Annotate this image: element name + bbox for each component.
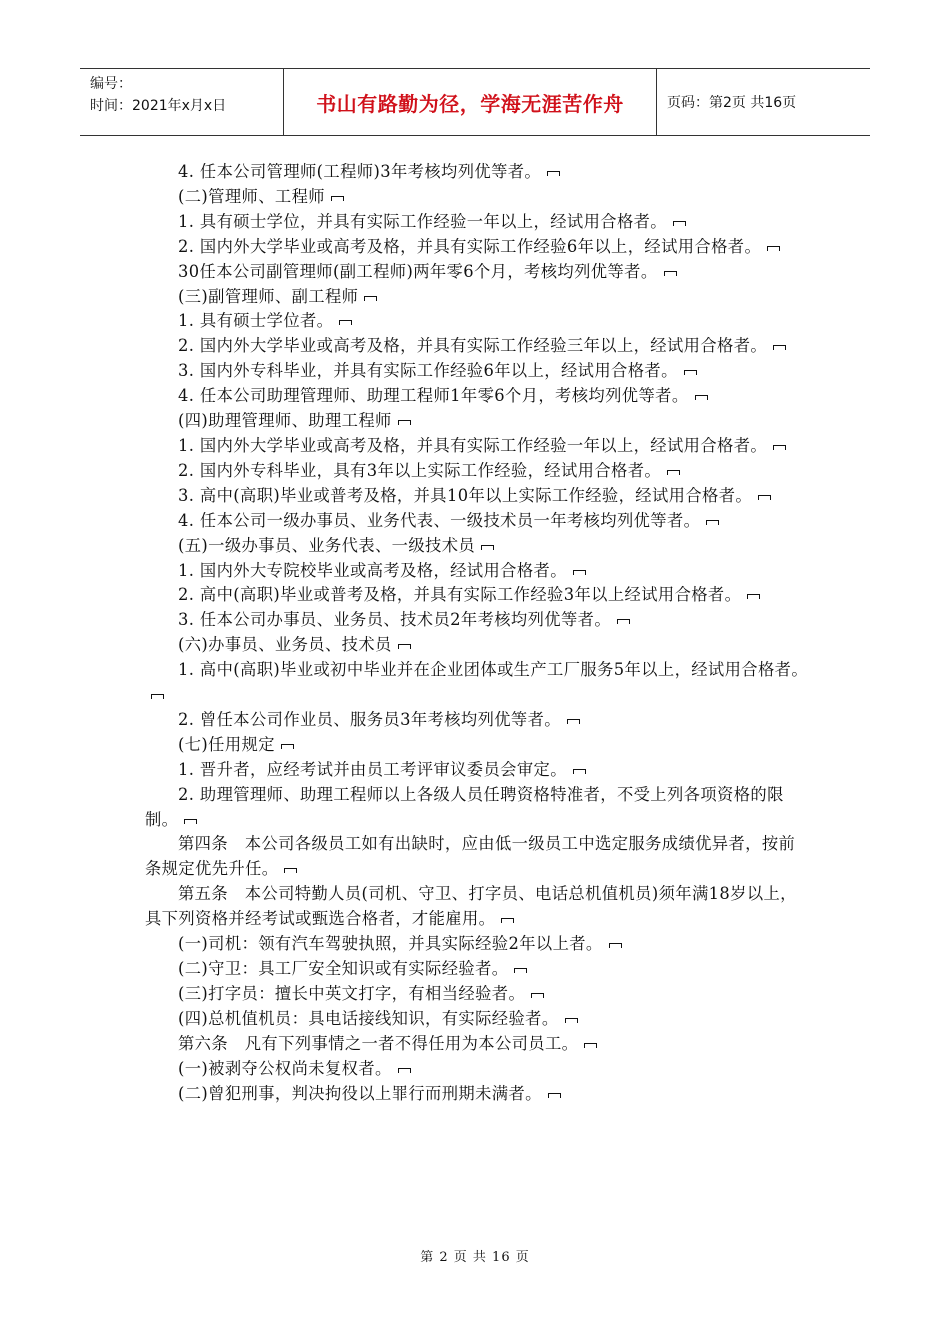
paragraph — [145, 509, 810, 534]
paragraph-mark-icon — [573, 769, 586, 774]
paragraph — [145, 832, 810, 882]
paragraph-mark-icon — [398, 1068, 411, 1073]
paragraph-mark-icon — [281, 744, 294, 749]
paragraph — [145, 1057, 810, 1082]
paragraph — [145, 235, 810, 260]
paragraph — [145, 185, 810, 210]
paragraph-text: 30任本公司副管理师(副工程师)两年零6个月，考核均列优等者。 — [178, 261, 658, 281]
paragraph — [145, 733, 810, 758]
paragraph — [145, 633, 810, 658]
paragraph-mark-icon — [331, 196, 344, 201]
paragraph-text: (二)曾犯刑事，判决拘役以上罪行而刑期未满者。 — [178, 1083, 542, 1103]
paragraph-mark-icon — [481, 545, 494, 550]
paragraph-text: 1. 国内外大学毕业或高考及格，并具有实际工作经验一年以上，经试用合格者。 — [178, 435, 768, 455]
paragraph — [145, 285, 810, 310]
paragraph — [145, 359, 810, 384]
document-number-label: 编号： — [90, 76, 132, 92]
paragraph-mark-icon — [339, 320, 352, 325]
paragraph-mark-icon — [609, 943, 622, 948]
paragraph-mark-icon — [364, 296, 377, 301]
paragraph-mark-icon — [617, 619, 630, 624]
paragraph-mark-icon — [706, 520, 719, 525]
paragraph — [145, 608, 810, 633]
paragraph-mark-icon — [398, 420, 411, 425]
paragraph-mark-icon — [547, 171, 560, 176]
paragraph-mark-icon — [184, 819, 197, 824]
paragraph-mark-icon — [773, 345, 786, 350]
paragraph — [145, 957, 810, 982]
paragraph — [145, 434, 810, 459]
paragraph — [145, 409, 810, 434]
page-header — [80, 68, 870, 136]
paragraph — [145, 708, 810, 733]
paragraph-mark-icon — [684, 370, 697, 375]
paragraph-text: 1. 高中(高职)毕业或初中毕业并在企业团体或生产工厂服务5年以上，经试用合格者。 — [178, 660, 809, 680]
paragraph-text: 1. 具有硕士学位者。 — [178, 311, 334, 331]
paragraph — [145, 1032, 810, 1057]
header-page-number: 页码：第2页 共16页 — [667, 95, 797, 111]
paragraph — [145, 932, 810, 957]
paragraph-text: 1. 晋升者，应经考试并由员工考评审议委员会审定。 — [178, 759, 567, 779]
paragraph — [145, 334, 810, 359]
paragraph-text: 4. 任本公司管理师(工程师)3年考核均列优等者。 — [178, 162, 542, 181]
paragraph-text: 4. 任本公司助理管理师、助理工程师1年零6个月，考核均列优等者。 — [178, 386, 689, 406]
paragraph — [145, 758, 810, 783]
paragraph-text: 3. 任本公司办事员、业务员、技术员2年考核均列优等者。 — [178, 610, 612, 630]
paragraph-mark-icon — [767, 246, 780, 251]
page-footer: 第 2 页 共 16 页 — [420, 1250, 530, 1265]
paragraph — [145, 1007, 810, 1032]
paragraph-text: 1. 国内外大专院校毕业或高考及格，经试用合格者。 — [178, 560, 567, 580]
paragraph-mark-icon — [773, 445, 786, 450]
header-motto: 书山有路勤为径，学海无涯苦作舟 — [316, 91, 624, 116]
document-body — [145, 160, 810, 1106]
paragraph-mark-icon — [565, 1018, 578, 1023]
paragraph-mark-icon — [548, 1093, 561, 1098]
paragraph-mark-icon — [514, 968, 527, 973]
paragraph-text: 3. 高中(高职)毕业或普考及格，并具10年以上实际工作经验，经试用合格者。 — [178, 485, 753, 505]
paragraph-text: 1. 具有硕士学位，并具有实际工作经验一年以上，经试用合格者。 — [178, 211, 667, 231]
paragraph-text: 2. 国内外大学毕业或高考及格，并具有实际工作经验6年以上，经试用合格者。 — [178, 236, 762, 256]
paragraph-text: 2. 曾任本公司作业员、服务员3年考核均列优等者。 — [178, 709, 561, 729]
paragraph — [145, 1082, 810, 1107]
paragraph-text: 2. 国内外专科毕业，具有3年以上实际工作经验，经试用合格者。 — [178, 460, 662, 480]
paragraph — [145, 260, 810, 285]
paragraph — [145, 160, 810, 185]
paragraph — [145, 210, 810, 235]
paragraph-mark-icon — [695, 395, 708, 400]
paragraph-text: 4. 任本公司一级办事员、业务代表、一级技术员一年考核均列优等者。 — [178, 510, 701, 530]
paragraph-text: (六)办事员、业务员、技术员 — [178, 635, 392, 655]
paragraph-text: 第六条 凡有下列事情之一者不得任用为本公司员工。 — [178, 1033, 579, 1053]
paragraph-text: (三)打字员：擅长中英文打字，有相当经验者。 — [178, 983, 526, 1003]
paragraph-text: (一)司机：领有汽车驾驶执照，并具实际经验2年以上者。 — [178, 934, 603, 954]
paragraph-mark-icon — [567, 719, 580, 724]
paragraph-mark-icon — [664, 271, 677, 276]
paragraph-mark-icon — [667, 470, 680, 475]
paragraph-text: (二)管理师、工程师 — [178, 186, 325, 206]
paragraph — [145, 783, 810, 833]
paragraph-text: 第四条 本公司各级员工如有出缺时，应由低一级员工中选定服务成绩优异者，按前条规定优先升任。 — [145, 834, 796, 879]
paragraph-mark-icon — [758, 495, 771, 500]
paragraph-text: 2. 国内外大学毕业或高考及格，并具有实际工作经验三年以上，经试用合格者。 — [178, 336, 768, 356]
paragraph-mark-icon — [747, 594, 760, 599]
paragraph — [145, 583, 810, 608]
paragraph-text: (二)守卫：具工厂安全知识或有实际经验者。 — [178, 959, 509, 978]
paragraph-text: 2. 高中(高职)毕业或普考及格，并具有实际工作经验3年以上经试用合格者。 — [178, 585, 742, 605]
paragraph — [145, 658, 810, 708]
paragraph — [145, 484, 810, 509]
paragraph — [145, 384, 810, 409]
paragraph — [145, 982, 810, 1007]
paragraph-text: 第五条 本公司特勤人员(司机、守卫、打字员、电话总机值机员)须年满18岁以上，具下列资格并经考试或甄选合格者，才能雇用。 — [145, 884, 797, 929]
paragraph-mark-icon — [573, 570, 586, 575]
paragraph-text: (五)一级办事员、业务代表、一级技术员 — [178, 535, 476, 555]
paragraph — [145, 882, 810, 932]
header-meta — [80, 69, 283, 135]
paragraph — [145, 309, 810, 334]
paragraph-mark-icon — [673, 221, 686, 226]
paragraph — [145, 459, 810, 484]
paragraph-text: 2. 助理管理师、助理工程师以上各级人员任聘资格特准者，不受上列各项资格的限制。 — [145, 784, 784, 829]
paragraph-mark-icon — [501, 918, 514, 923]
paragraph-mark-icon — [284, 868, 297, 873]
paragraph-text: (四)助理管理师、助理工程师 — [178, 411, 392, 431]
paragraph-mark-icon — [151, 694, 164, 699]
paragraph-text: (四)总机值机员：具电话接线知识，有实际经验者。 — [178, 1008, 559, 1028]
header-motto-cell — [283, 69, 657, 135]
paragraph-mark-icon — [584, 1043, 597, 1048]
paragraph-text: (三)副管理师、副工程师 — [178, 286, 359, 306]
document-time-label: 时间：2021年x月x日 — [90, 98, 227, 114]
paragraph-text: (一)被剥夺公权尚未复权者。 — [178, 1058, 392, 1078]
paragraph — [145, 559, 810, 584]
paragraph-text: (七)任用规定 — [178, 734, 275, 754]
paragraph-mark-icon — [398, 644, 411, 649]
paragraph-text: 3. 国内外专科毕业，并具有实际工作经验6年以上，经试用合格者。 — [178, 361, 678, 381]
header-page-cell — [657, 69, 870, 135]
paragraph — [145, 534, 810, 559]
paragraph-mark-icon — [531, 993, 544, 998]
